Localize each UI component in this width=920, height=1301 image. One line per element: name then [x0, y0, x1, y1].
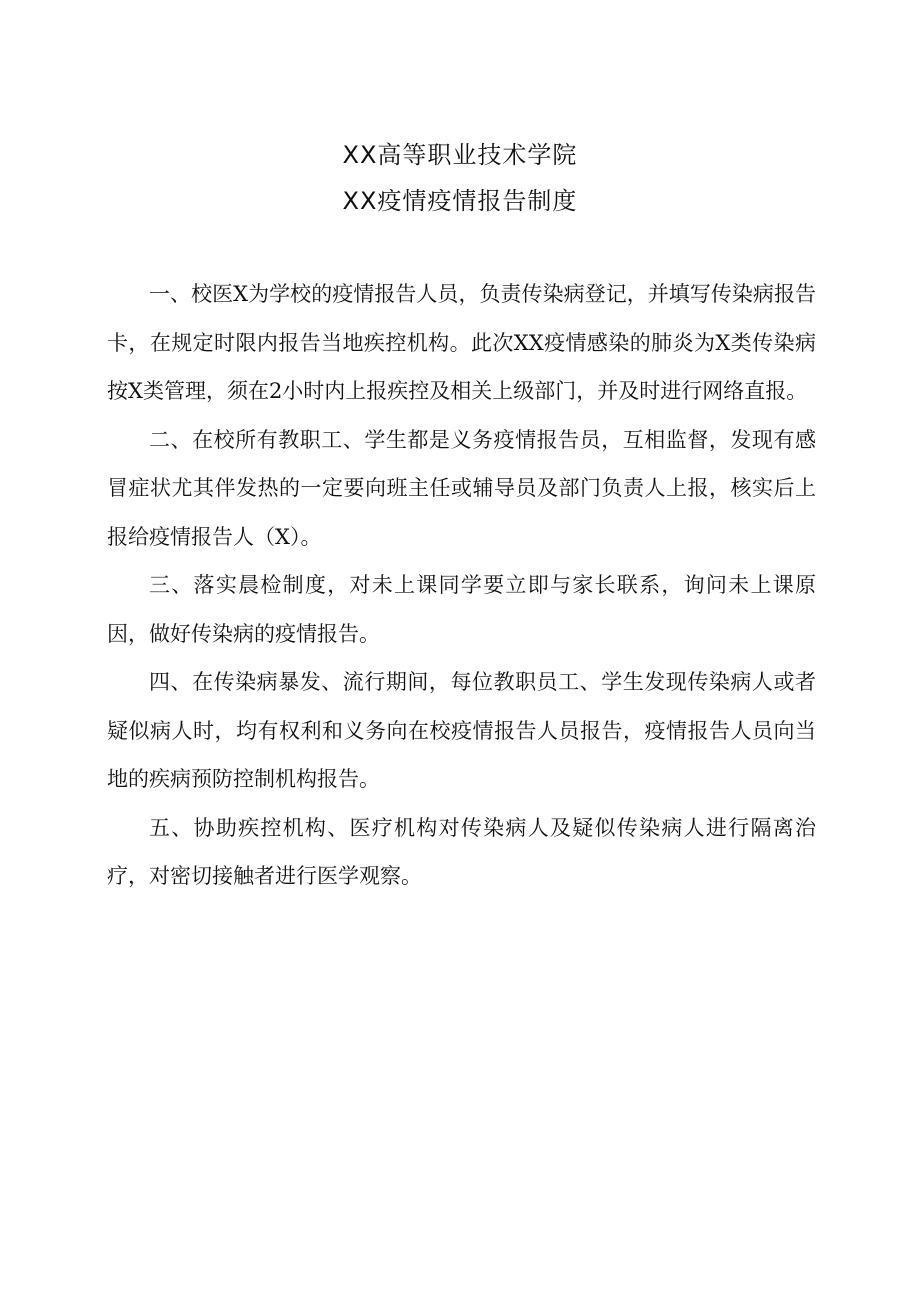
- paragraph-3: 三、落实晨检制度，对未上课同学要立即与家长联系，询问未上课原因，做好传染病的疫情报告。: [107, 573, 816, 646]
- paragraph-4: 四、在传染病暴发、流行期间，每位教职员工、学生发现传染病人或者疑似病人时，均有权利和义务向在校疫情报告人员报告，疫情报告人员向当地的疾病预防控制机构报告。: [107, 670, 816, 791]
- document-body: [107, 270, 816, 901]
- document-title: XX疫情疫情报告制度: [342, 187, 578, 215]
- document-header: [0, 132, 920, 224]
- paragraph-2: 二、在校所有教职工、学生都是义务疫情报告员，互相监督，发现有感冒症状尤其伴发热的一定要向班主任或辅导员及部门负责人上报，核实后上报给疫情报告人（X）。: [107, 427, 816, 549]
- paragraph-5: 五、协助疾控机构、医疗机构对传染病人及疑似传染病人进行隔离治疗，对密切接触者进行医学观察。: [107, 815, 816, 888]
- institution-title: XX高等职业技术学院: [342, 141, 578, 169]
- paragraph-1: 一、校医X为学校的疫情报告人员，负责传染病登记，并填写传染病报告卡，在规定时限内报告当地疾控机构。此次XX疫情感染的肺炎为X类传染病按X类管理，须在2小时内上报疾控及相关上级部门，并及时进行网络直报。: [107, 282, 816, 403]
